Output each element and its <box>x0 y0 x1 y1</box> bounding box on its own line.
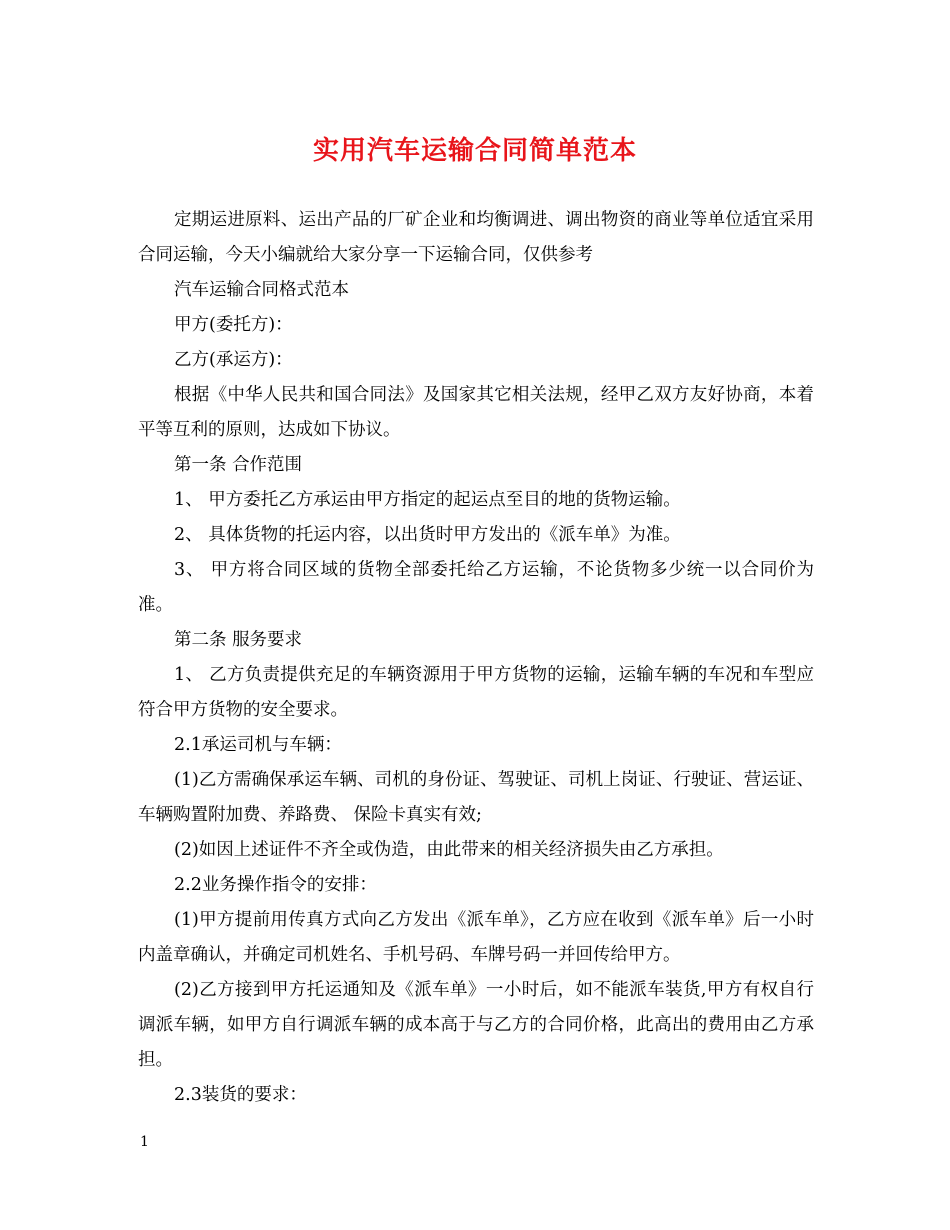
paragraph-article-1-item-1: 1、 甲方委托乙方承运由甲方指定的起运点至目的地的货物运输。 <box>174 490 681 510</box>
paragraph-article-1-item-3: 3、 甲方将合同区域的货物全部委托给乙方运输，不论货物多少统一以合同价为准。 <box>138 560 814 615</box>
paragraph-article-2-heading: 第二条 服务要求 <box>174 630 303 650</box>
paragraph-party-b: 乙方(承运方)： <box>174 350 293 370</box>
paragraph-section-2-2-1: (1)甲方提前用传真方式向乙方发出《派车单》，乙方应在收到《派车单》后一小时内盖章确认，并确定司机姓名、手机号码、车牌号码一并回传给甲方。 <box>138 910 814 965</box>
document-title: 实用汽车运输合同简单范本 <box>312 136 637 166</box>
document-body <box>138 203 814 1113</box>
paragraph-party-a: 甲方(委托方)： <box>174 315 293 335</box>
paragraph-section-2-3: 2.3装货的要求： <box>174 1085 307 1105</box>
paragraph-article-1-item-2: 2、 具体货物的托运内容，以出货时甲方发出的《派车单》为准。 <box>174 525 681 545</box>
paragraph-preamble: 根据《中华人民共和国合同法》及国家其它相关法规，经甲乙双方友好协商，本着平等互利的原则，达成如下协议。 <box>138 385 814 440</box>
paragraph-section-2-1-1: (1)乙方需确保承运车辆、司机的身份证、驾驶证、司机上岗证、行驶证、营运证、车辆购置附加费、养路费、 保险卡真实有效; <box>138 770 814 825</box>
paragraph-intro: 定期运进原料、运出产品的厂矿企业和均衡调进、调出物资的商业等单位适宜采用合同运输，今天小编就给大家分享一下运输合同，仅供参考 <box>138 210 814 265</box>
paragraph-section-2-1-2: (2)如因上述证件不齐全或伪造，由此带来的相关经济损失由乙方承担。 <box>174 840 724 860</box>
paragraph-section-2-1: 2.1承运司机与车辆： <box>174 735 342 755</box>
paragraph-format-heading: 汽车运输合同格式范本 <box>174 280 349 300</box>
paragraph-section-2-2: 2.2业务操作指令的安排： <box>174 875 377 895</box>
paragraph-article-2-item-1: 1、 乙方负责提供充足的车辆资源用于甲方货物的运输，运输车辆的车况和车型应符合甲方货物的安全要求。 <box>138 665 814 720</box>
paragraph-article-1-heading: 第一条 合作范围 <box>174 455 303 475</box>
paragraph-section-2-2-2: (2)乙方接到甲方托运通知及《派车单》一小时后，如不能派车装货,甲方有权自行调派车辆，如甲方自行调派车辆的成本高于与乙方的合同价格，此高出的费用由乙方承担。 <box>138 980 814 1070</box>
page-number: 1 <box>140 1134 149 1150</box>
